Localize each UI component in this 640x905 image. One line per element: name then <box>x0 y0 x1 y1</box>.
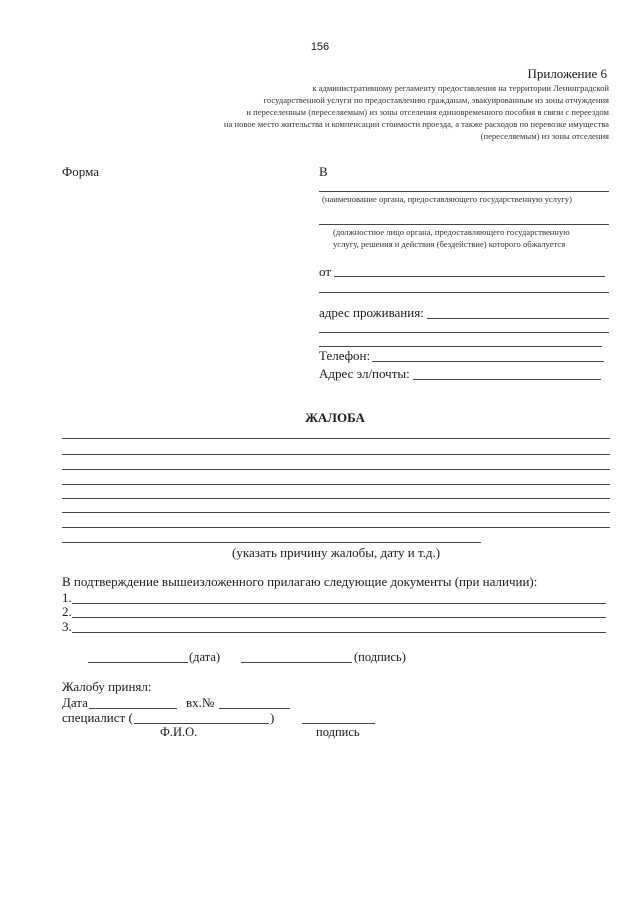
incoming-number-label: вх.№ <box>186 695 215 710</box>
page-number: 156 <box>310 41 330 53</box>
complaint-line[interactable] <box>62 438 610 439</box>
attachment-field-1[interactable] <box>72 603 606 604</box>
organ-line[interactable] <box>319 191 609 192</box>
appendix-line: и переселенным (переселяемым) из зоны отселения единовременного пособия в связи с переездом <box>246 107 609 118</box>
complaint-line[interactable] <box>62 527 610 528</box>
signature-caption: (подпись) <box>354 650 406 664</box>
official-caption-2: услугу, решения и действия (бездействие) которого обжалуется <box>333 239 566 249</box>
complaint-caption: (указать причину жалобы, дату и т.д.) <box>232 545 441 560</box>
address-field-3[interactable] <box>319 346 602 347</box>
appendix-title: Приложение 6 <box>527 66 607 81</box>
accepted-title: Жалобу принял: <box>62 679 152 694</box>
phone-field[interactable] <box>372 361 604 362</box>
email-label: Адрес эл/почты: <box>319 366 410 381</box>
appendix-line: (переселяемым) из зоны отселения <box>480 131 609 142</box>
address-label: адрес проживания: <box>319 305 424 320</box>
complaint-line[interactable] <box>62 498 610 499</box>
form-label: Форма <box>62 164 99 179</box>
complaint-line[interactable] <box>62 512 610 513</box>
appendix-description <box>139 82 609 142</box>
appendix-line: государственной услуги по предоставлению гражданам, эвакуированным из зоны отчуждения <box>263 95 609 106</box>
attachment-number: 1. <box>62 590 72 605</box>
complaint-line[interactable] <box>62 454 610 455</box>
organ-caption: (наименование органа, предоставляющего государственную услугу) <box>322 194 572 204</box>
from-field-2[interactable] <box>319 292 609 293</box>
address-field-2[interactable] <box>319 332 609 333</box>
date-caption: (дата) <box>189 650 221 664</box>
attachments-intro: В подтверждение вышеизложенного прилагаю следующие документы (при наличии): <box>62 574 538 589</box>
complaint-line[interactable] <box>62 484 610 485</box>
attachment-field-2[interactable] <box>72 617 606 618</box>
email-field[interactable] <box>413 379 601 380</box>
specialist-label: специалист ( <box>62 710 133 725</box>
signature-field[interactable] <box>241 662 352 663</box>
complaint-line[interactable] <box>62 469 610 470</box>
complaint-line[interactable] <box>62 542 481 543</box>
to-label: В <box>319 164 328 179</box>
accepted-date-field[interactable] <box>89 708 177 709</box>
from-field[interactable] <box>334 276 605 277</box>
accepted-date-label: Дата <box>62 695 88 710</box>
attachment-field-3[interactable] <box>72 632 606 633</box>
address-field[interactable] <box>427 318 609 319</box>
from-label: от <box>319 264 332 279</box>
attachment-number: 2. <box>62 604 72 619</box>
fio-caption: Ф.И.О. <box>160 725 198 739</box>
specialist-signature-caption: подпись <box>316 725 360 739</box>
date-field[interactable] <box>88 662 188 663</box>
specialist-name-field[interactable] <box>134 723 269 724</box>
official-line[interactable] <box>319 224 609 225</box>
appendix-line: к административному регламенту предоставления на территории Ленинградской <box>312 83 609 93</box>
incoming-number-field[interactable] <box>219 708 290 709</box>
appendix-line: на новое место жительства и компенсации стоимости проезда, а также расходов по перевозке имущества <box>223 119 609 130</box>
specialist-signature-field[interactable] <box>302 723 375 724</box>
phone-label: Телефон: <box>319 348 371 363</box>
complaint-title: ЖАЛОБА <box>305 410 365 425</box>
official-caption-1: (должностное лицо органа, предоставляющего государственную <box>333 227 570 237</box>
specialist-close-paren: ) <box>270 710 275 725</box>
attachment-number: 3. <box>62 619 72 634</box>
